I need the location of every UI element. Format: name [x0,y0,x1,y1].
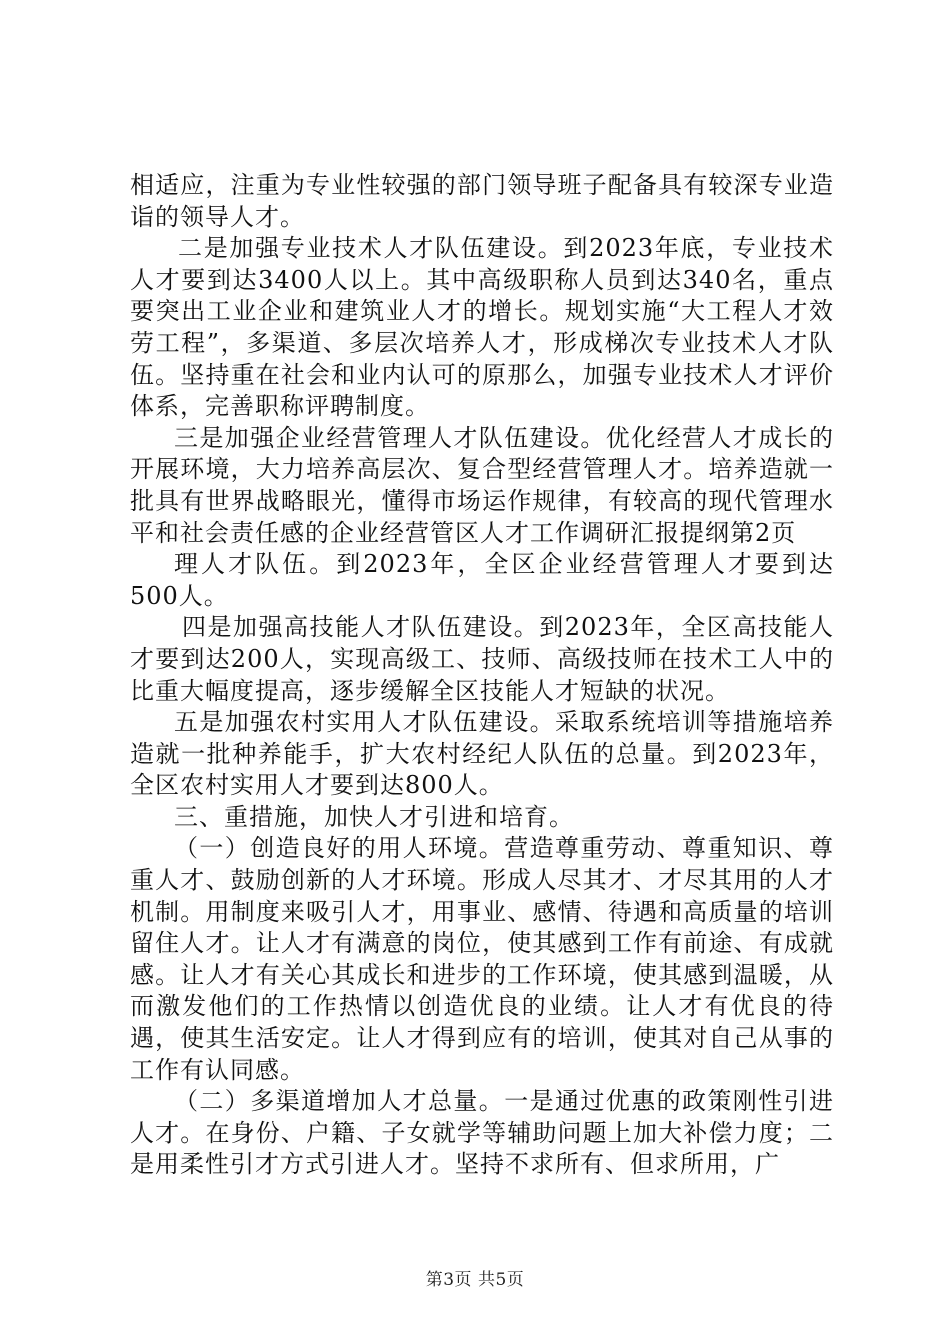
document-body [130,170,834,1181]
paragraph-leadership-talent: 相适应，注重为专业性较强的部门领导班子配备具有较深专业造诣的领导人才。 [130,171,834,231]
page-number-label: 第3页 共5页 [425,1270,525,1290]
paragraph-employment-environment: （一）创造良好的用人环境。营造尊重劳动、尊重知识、尊重人才、鼓励创新的人才环境。形成人尽其才、才尽其用的人才机制。用制度来吸引人才，用事业、感情、待遇和高质量的培训留住人才。让人才有满意的岗位，使其感到工作有前途、有成就感。让人才有关心其成长和进步的工作环境，使其感到温暖，从而激发他们的工作热情以创造优良的业绩。让人才有优良的待遇，使其生活安定。让人才得到应有的培训，使其对自己从事的工作有认同感。 [130,834,834,1084]
paragraph-enterprise-management-talent: 三是加强企业经营管理人才队伍建设。优化经营人才成长的开展环境，大力培养高层次、复合型经营管理人才。培养造就一批具有世界战略眼光，懂得市场运作规律，有较高的现代管理水平和社会责任感的企业经营管区人才工作调研汇报提纲第2页 [130,423,834,547]
paragraph-increase-talent-total: （二）多渠道增加人才总量。一是通过优惠的政策刚性引进人才。在身份、户籍、子女就学等辅助问题上加大补偿力度；二是用柔性引才方式引进人才。坚持不求所有、但求所用，广 [130,1087,834,1179]
section-heading-measures: 三、重措施，加快人才引进和培育。 [174,802,574,831]
page-footer [0,1270,950,1290]
paragraph-rural-practical-talent: 五是加强农村实用人才队伍建设。采取系统培训等措施培养造就一批种养能手，扩大农村经纪人队伍的总量。到2023年，全区农村实用人才要到达800人。 [130,708,834,800]
paragraph-high-skill-talent: 四是加强高技能人才队伍建设。到2023年，全区高技能人才要到达200人，实现高级工、技师、高级技师在技术工人中的比重大幅度提高，逐步缓解全区技能人才短缺的状况。 [130,613,834,705]
paragraph-management-talent-target: 理人才队伍。到2023年，全区企业经营管理人才要到达500人。 [130,550,834,610]
paragraph-professional-technical-talent: 二是加强专业技术人才队伍建设。到2023年底，专业技术人才要到达3400人以上。其中高级职称人员到达340名，重点要突出工业企业和建筑业人才的增长。规划实施“大工程人才效劳工程”，多渠道、多层次培养人才，形成梯次专业技术人才队伍。坚持重在社会和业内认可的原那么，加强专业技术人才评价体系，完善职称评聘制度。 [130,234,834,421]
